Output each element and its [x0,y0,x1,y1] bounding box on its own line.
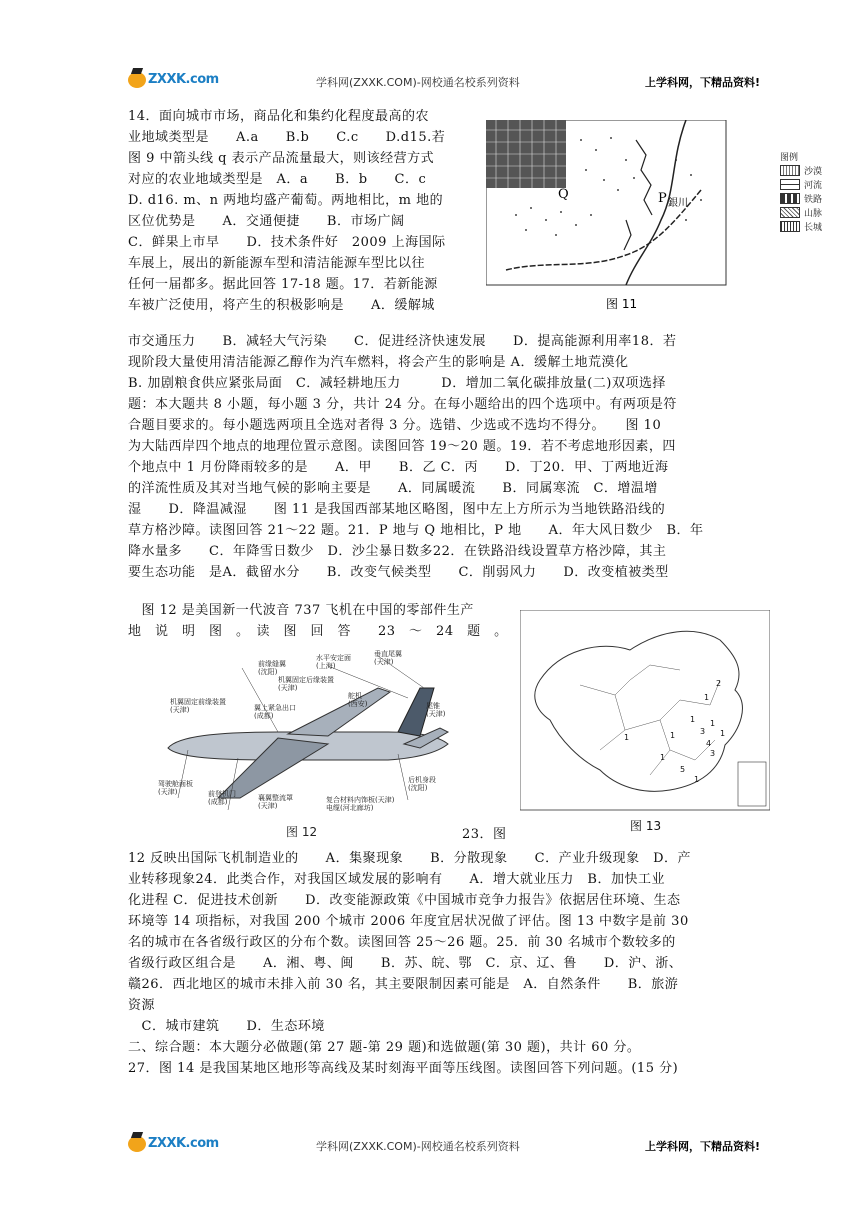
text-line: 资源 [128,998,156,1013]
text-line: 合题目要求的。每小题选两项且全选对者得 3 分。选错、少选或不选均不得分。 图 10 [128,418,662,433]
city-count: 1 [720,729,726,738]
footer-slogan: 上学科网，下精品资料! [644,1140,760,1153]
text-line: 12 反映出国际飞机制造业的 A．集聚现象 B．分散现象 C．产业升级现象 D．产 [128,851,691,866]
legend-label: 山脉 [804,208,823,219]
legend-label: 河流 [804,180,823,191]
legend-item [780,163,822,177]
text-line: 对应的农业地域类型是 A．a B．b C．c [128,172,427,187]
figure-11-caption: 图 11 [606,297,638,311]
railway-icon [780,193,800,204]
question-23-start: 23．图 [462,827,507,842]
city-count: 1 [660,753,666,762]
text-line: 车被广泛使用，将产生的积极影响是 A．缓解城 [128,298,435,313]
great-wall-icon [780,221,800,232]
question-block-17-22 [128,331,744,583]
city-count: 1 [690,715,696,724]
logo-text: ZXXK.com [148,1136,219,1151]
text-line: 湿 D．降温减湿 图 11 是我国西部某地区略图，图中左上方所示为当地铁路沿线的 [128,502,666,517]
city-count: 3 [710,749,716,758]
text-line: D. d16. m、n 两地均盛产葡萄。两地相比，m 地的 [128,193,444,208]
desert-icon [780,165,800,176]
text-line: 省级行政区组合是 A．湘、粤、闽 B．苏、皖、鄂 C．京、辽、鲁 D．沪、浙、 [128,956,683,971]
river-icon [780,179,800,190]
text-line: 要生态功能 是A．截留水分 B．改变气候类型 C．削弱风力 D．改变植被类型 [128,565,669,580]
legend-label: 铁路 [804,194,823,205]
zxxk-logo [128,72,219,90]
question-block-14-17 [128,106,480,316]
text-line: 现阶段大量使用清洁能源乙醇作为汽车燃料，将会产生的影响是 A．缓解土地荒漠化 [128,355,629,370]
label-q: Q [558,187,569,202]
text-line: B. 加剧粮食供应紧张局面 C．减轻耕地压力 D．增加二氧化碳排放量(二)双项选择 [128,376,666,391]
city-count: 1 [624,733,630,742]
footer-site-name: 学科网(ZXXK.COM)-网校通名校系列资料 [316,1140,520,1153]
part-label: 前登机门(成都) [208,790,236,806]
city-count: 5 [680,765,686,774]
figure-12-airplane [158,648,458,842]
page-footer [128,1134,760,1156]
figure-13-china-map [520,610,770,836]
text-line: 为大陆西岸四个地点的地理位置示意图。读图回答 19～20 题。19．若不考虑地形因素，四 [128,439,676,454]
text-line: 业地域类型是 A.a B.b C.c D.d15.若 [128,130,446,145]
page-header [128,70,760,92]
text-line: C．城市建筑 D．生态环境 [128,1019,325,1034]
legend-item [780,205,822,219]
figure-11-map [486,120,746,320]
part-label: 舵机(西安) [348,692,368,708]
mountain-icon [780,207,800,218]
city-count: 1 [694,775,700,784]
text-line: 题：本大题共 8 小题，每小题 3 分，共计 24 分。在每小题给出的四个选项中。有两项是符 [128,397,677,412]
part-label: 尾锥(天津) [426,702,446,718]
legend-item [780,191,822,205]
text-line: 地 说 明 图 。 读 图 回 答 23 ～ 24 题 。 [128,624,508,639]
part-label: 前缘缝翼(沈阳) [258,660,286,676]
part-label: 机翼固定前缘装置(天津) [170,698,226,714]
text-line: 名的城市在各省级行政区的分布个数。读图回答 25～26 题。25．前 30 名城市个数较多的 [128,935,676,950]
text-line: 图 9 中箭头线 q 表示产品流量最大，则该经营方式 [128,151,435,166]
text-line: 图 12 是美国新一代波音 737 飞机在中国的零部件生产 [128,603,474,618]
city-count: 4 [706,739,712,748]
city-count: 3 [700,727,706,736]
mortarboard-icon [128,72,146,88]
text-line: 二、综合题：本大题分必做题(第 27 题-第 29 题)和选做题(第 30 题)，共计 60 分。 [128,1040,641,1055]
text-line: 的洋流性质及其对当地气候的影响主要是 A．同属暖流 B．同属寒流 C．增温增 [128,481,658,496]
text-line: 14．面向城市市场，商品化和集约化程度最高的农 [128,109,430,124]
text-line: 赣26．西北地区的城市未排入前 30 名，其主要限制因素可能是 A．自然条件 B．旅游 [128,977,679,992]
city-count: 1 [704,693,710,702]
text-line: 业转移现象24．此类合作，对我国区域发展的影响有 A．增大就业压力 B．加快工业 [128,872,665,887]
figure-11-legend [780,150,822,233]
text-line: 降水量多 C．年降雪日数少 D．沙尘暴日数多22．在铁路沿线设置草方格沙障，其主 [128,544,667,559]
part-label: 机翼固定后缘装置(天津) [278,676,334,692]
part-label: 后机身段(沈阳) [408,776,436,792]
text-line: 个地点中 1 月份降雨较多的是 A．甲 B．乙 C．丙 D．丁20．甲、丁两地近海 [128,460,669,475]
part-label: 驾驶舱面板(天津) [158,780,193,796]
legend-label: 长城 [804,222,823,233]
question-block-23-intro [128,600,518,642]
question-block-23-27 [128,848,744,1079]
part-label: 复合材料内饰板(天津)电缆(河北廊坊) [326,796,395,812]
city-count: 1 [670,731,676,740]
text-line: 环境等 14 项指标，对我国 200 个城市 2006 年度宜居状况做了评估。图 13 中数字是前 30 [128,914,689,929]
part-label: 襄翼整流罩(天津) [258,794,293,810]
text-line: 区位优势是 A．交通便捷 B．市场广阔 [128,214,405,229]
legend-label: 沙漠 [804,166,823,177]
text-line: C．鲜果上市早 D．技术条件好 2009 上海国际 [128,235,446,250]
logo-text: ZXXK.com [148,72,219,87]
text-line: 市交通压力 B．减轻大气污染 C．促进经济快速发展 D．提高能源利用率18．若 [128,334,677,349]
mortarboard-icon [128,1136,146,1152]
header-slogan: 上学科网，下精品资料! [644,76,760,89]
label-yinchuan: 銀川 [668,198,688,209]
figure-12-caption: 图 12 [286,825,318,839]
part-label: 翼上紧急出口(成都) [254,704,296,720]
text-line: 27．图 14 是我国某地区地形等高线及某时刻海平面等压线图。读图回答下列问题。(15 分) [128,1061,679,1076]
legend-item [780,219,822,233]
figure-13-caption: 图 13 [630,819,662,833]
legend-title: 图例 [780,153,799,163]
text-line: 任何一届都多。据此回答 17-18 题。17．若新能源 [128,277,438,292]
zxxk-logo [128,1136,219,1154]
legend-item [780,177,822,191]
text-line: 化进程 C．促进技术创新 D．改变能源政策《中国城市竞争力报告》依据居住环境、生态 [128,893,681,908]
city-count: 2 [716,679,722,688]
label-p: P [658,191,667,206]
text-line: 车展上，展出的新能源车型和清洁能源车型比以往 [128,256,426,271]
header-site-name: 学科网(ZXXK.COM)-网校通名校系列资料 [316,76,520,89]
text-line: 草方格沙障。读图回答 21～22 题。21．P 地与 Q 地相比，P 地 A．年大风日数少 B．年 [128,523,704,538]
part-label: 垂直尾翼(天津) [374,650,402,666]
part-label: 水平安定面(上海) [316,654,351,670]
city-count: 1 [710,719,716,728]
